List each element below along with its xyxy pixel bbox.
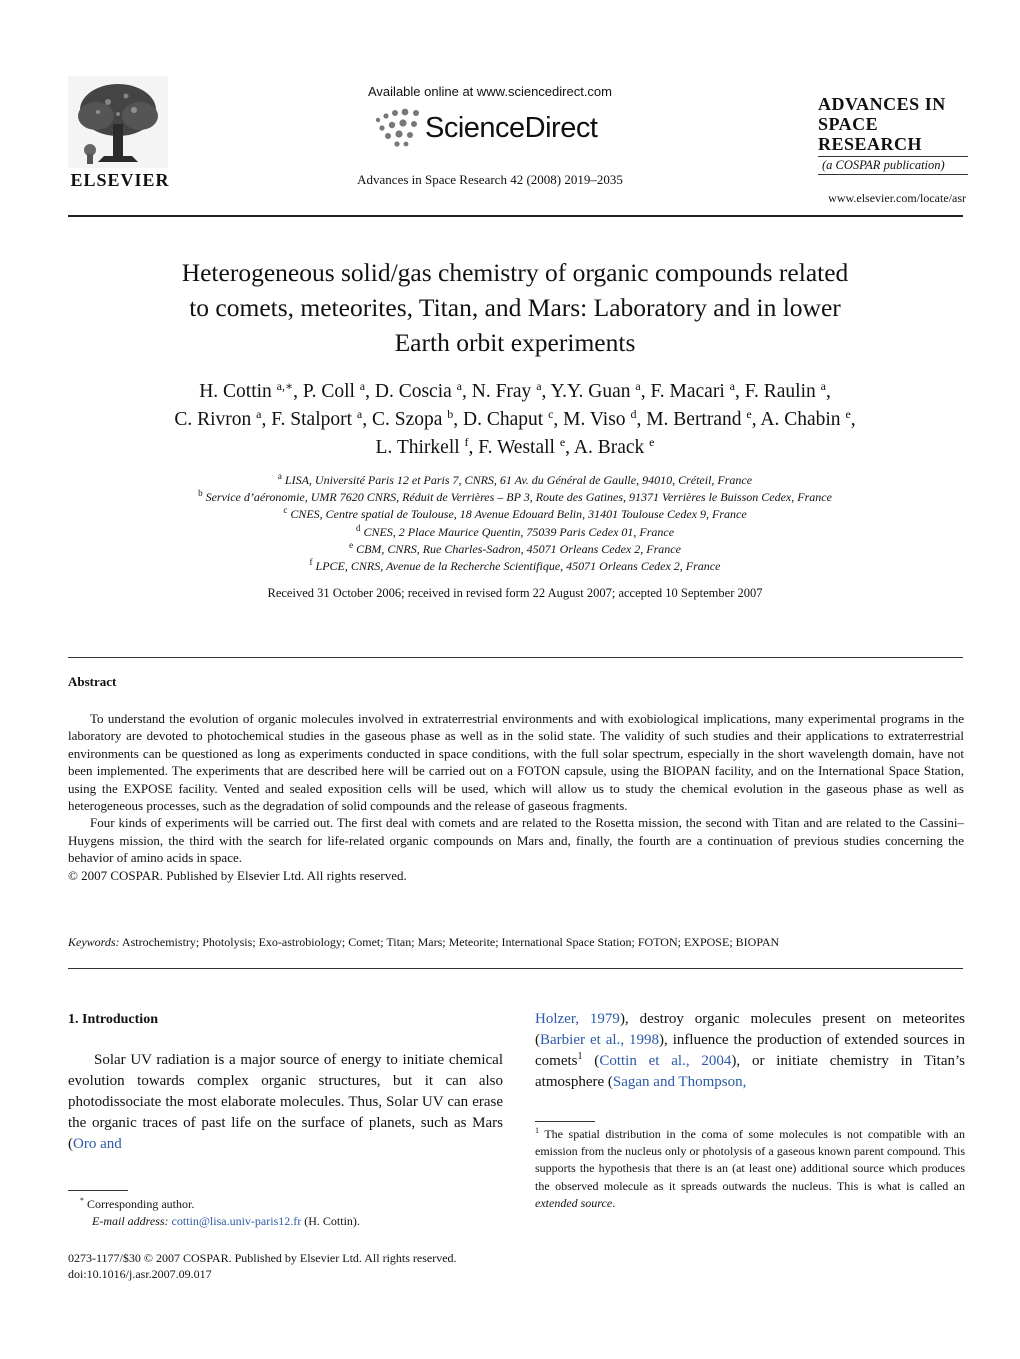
right-column [535,1009,965,1093]
author-affiliation-mark[interactable]: c [548,407,554,421]
author-name: F. Stalport [271,409,353,430]
footnote-divider [535,1121,595,1122]
affiliation-item [60,489,970,506]
affiliation-item [60,472,970,489]
affiliation-text: CBM, CNRS, Rue Charles-Sadron, 45071 Orleans Cedex 2, France [356,541,681,556]
affiliation-mark: c [283,505,288,516]
author-affiliation-mark[interactable]: a [536,379,542,393]
author-affiliation-mark[interactable]: b [447,407,454,421]
author-name: H. Cottin [199,381,272,402]
affiliation-mark: e [349,539,354,550]
footnote-ref[interactable]: 1 [577,1051,583,1062]
affiliation-mark: a [277,471,282,481]
author-affiliation-mark[interactable]: f [464,435,469,449]
body-text: ), or initiate chemistry in Titan’s atmosphere ( [535,1053,965,1090]
citation-link[interactable]: Cottin et al., 2004 [599,1053,732,1069]
section-divider [68,968,963,969]
body-text: Solar UV radiation is a major source of energy to initiate chemical evolution towards complex organic structures, but it can also photodissociate the most elaborate molecules. Thus, Solar UV can erase the organic traces of past life on the surface of planets, such as Mars ( [68,1052,503,1152]
author-name: F. Westall [478,437,555,458]
citation-link[interactable]: Barbier et al., 1998 [540,1032,660,1048]
author-affiliation-mark[interactable]: e [559,435,566,449]
section-heading: 1. Introduction [68,1012,158,1027]
footnote-end: . [612,1195,616,1210]
author-name: A. Chabin [760,409,841,430]
issn-line: 0273-1177/$30 © 2007 COSPAR. Published by Elsevier Ltd. All rights reserved. [68,1251,457,1265]
body-paragraph [68,1050,503,1155]
affiliation-item [60,558,970,575]
doi-line[interactable]: doi:10.1016/j.asr.2007.09.017 [68,1267,212,1281]
journal-logo-subtitle: (a COSPAR publication) [818,156,968,175]
footnote-italic-term: extended source [535,1195,613,1210]
author-affiliation-mark[interactable]: e [746,407,752,421]
header-divider [68,215,963,217]
abstract-copyright: © 2007 COSPAR. Published by Elsevier Ltd. All rights reserved. [68,867,407,883]
affiliation-mark: f [309,557,313,568]
abstract-paragraph: To understand the evolution of organic molecules involved in extraterrestrial environments and with exobiological implications, many experimental programs in the laboratory are devoted to photochemical studies in the gaseous phase as well as in the solid state. The validity of such studies and their applications to extraterrestrial environments can be questioned as long as experiments conducted in space conditions, with the full solar spectrum, especially in the short wavelength domain, have not been implemented. The experiments that are described here will be carried out on a FOTON capsule, using the BIOPAN facility, and on the International Space Station, using the EXPOSE facility. Vented and sealed exposition cells will be used, which will allow us to study the chemical evolution in the gaseous phase as well as heterogeneous processes, such as the degradation of solid compounds and the release of gaseous fragments. [68,711,964,814]
author-name: Y.Y. Guan [550,381,631,402]
author-name: M. Bertrand [646,409,742,430]
author-name: F. Raulin [744,381,816,402]
author-affiliation-mark[interactable]: a [635,379,641,393]
footnote-mark: 1 [535,1126,539,1135]
corresponding-line [68,1196,503,1213]
affiliation-text: LPCE, CNRS, Avenue de la Recherche Scientifique, 45071 Orleans Cedex 2, France [315,559,721,574]
author-name: L. Thirkell [375,437,460,458]
affiliation-item [60,506,970,523]
issn-block [68,1250,668,1282]
author-name: C. Rivron [174,409,252,430]
footnote-divider [68,1190,128,1191]
author-list [60,378,970,462]
author-affiliation-mark[interactable]: a [256,407,262,421]
title-line: to comets, meteorites, Titan, and Mars: Laboratory and in lower [189,293,841,322]
author-name: C. Szopa [371,409,443,430]
affiliation-text: Service d’aéronomie, UMR 7620 CNRS, Réduit de Verrières – BP 3, Route des Gatines, 91371 Verrières le Buisson Cedex, France [205,490,832,505]
body-text: ( [582,1053,600,1069]
citation-link[interactable]: Holzer, 1979 [535,1011,620,1027]
author-affiliation-mark[interactable]: e [845,407,851,421]
affiliation-item [60,524,970,541]
publisher-name: ELSEVIER [70,170,170,190]
title-line: Earth orbit experiments [394,328,636,357]
corresponding-mark: * [80,1196,84,1205]
abstract-heading: Abstract [68,674,117,689]
citation-link[interactable]: Sagan and Thompson, [612,1074,747,1090]
affiliation-mark: b [198,488,203,499]
keywords-label: Keywords: [68,935,120,949]
body-text: ), destroy organic molecules present on meteorites ( [535,1011,965,1048]
journal-url-link[interactable]: www.elsevier.com/locate/asr [828,191,966,205]
keywords-line [68,935,968,950]
left-column [68,1009,503,1155]
email-suffix: (H. Cottin). [304,1214,360,1228]
affiliation-text: CNES, Centre spatial de Toulouse, 18 Avenue Edouard Belin, 31401 Toulouse Cedex 9, France [290,507,747,522]
author-line: H. Cottin $^{a,∗}$, P. Coll $^a$, D. Coscia $^a$, N. Fray $^a$, Y.Y. Guan $^a$, F. Macari $^a$, F. Raulin $^a$, [199,379,831,402]
abstract-body [68,710,964,884]
body-text: ), influence the production of extended sources in comets [535,1032,965,1069]
title-line: Heterogeneous solid/gas chemistry of organic compounds related [181,258,849,287]
email-link[interactable]: cottin@lisa.univ-paris12.fr [171,1214,302,1228]
author-affiliation-mark[interactable]: d [630,407,637,421]
platform-name: ScienceDirect [425,112,598,144]
affiliation-text: LISA, Université Paris 12 et Paris 7, CNRS, 61 Av. du Général de Gaulle, 94010, Créteil, France [284,473,753,487]
author-line: L. Thirkell $^f$, F. Westall $^e$, A. Brack $^e$ [375,435,655,458]
author-name: N. Fray [471,381,532,402]
journal-logo-line: RESEARCH [818,134,923,154]
affiliation-list [60,472,970,575]
author-affiliation-mark[interactable]: a [729,379,735,393]
article-title [60,255,970,360]
author-affiliation-mark[interactable]: a [356,407,363,421]
affiliation-mark: d [355,522,361,533]
author-name: D. Chaput [463,409,544,430]
author-affiliation-mark[interactable]: a [359,379,366,393]
corresponding-author-note [68,1196,503,1230]
author-name: D. Coscia [374,381,452,402]
abstract-paragraph: Four kinds of experiments will be carried out. The first deal with comets and are related to the Rosetta mission, the second with Titan and are related to the Cassini–Huygens mission, the third with the search for life-related organic compounds on Mars and, finally, the fourth are a continuation of previous studies concerning the behavior of amino acids in space. [68,815,964,866]
citation-link[interactable]: Oro and [73,1136,122,1152]
keywords-text: Astrochemistry; Photolysis; Exo-astrobiology; Comet; Titan; Mars; Meteorite; International Space Station; FOTON; EXPOSE; BIOPAN [121,935,780,949]
affiliation-text: CNES, 2 Place Maurice Quentin, 75039 Paris Cedex 01, France [363,524,675,539]
author-affiliation-mark[interactable]: a [456,379,462,393]
corresponding-label: Corresponding author. [87,1197,195,1211]
author-affiliation-mark[interactable]: a,∗ [276,379,294,393]
journal-logo-line: SPACE [818,114,879,134]
available-online-line[interactable]: Available online at www.sciencedirect.com [368,84,612,99]
journal-logo-line: ADVANCES IN [818,94,946,114]
footnote-text: The spatial distribution in the coma of some molecules is not compatible with an emission from the nucleus only or photolysis of a gaseous known parent compound. This supports the hypothesis that there is an (at least one) additional source which produces the observed molecule as it spreads outwards the nucleus. This is what is called an [535,1127,965,1193]
author-affiliation-mark[interactable]: a [820,379,826,393]
footnote [535,1126,965,1212]
journal-citation: Advances in Space Research 42 (2008) 2019–2035 [357,172,623,187]
author-name: F. Macari [650,381,725,402]
author-name: M. Viso [563,409,626,430]
email-label: E-mail address: [92,1214,169,1228]
journal-logo [818,94,968,175]
email-line [68,1213,503,1230]
author-line: C. Rivron $^a$, F. Stalport $^a$, C. Szopa $^b$, D. Chaput $^c$, M. Viso $^d$, M. Bertrand $^e$, A. Chabin $^e$, [174,407,856,430]
author-name: P. Coll [302,381,355,402]
author-affiliation-mark[interactable]: e [649,435,655,449]
affiliation-item [60,541,970,558]
received-dates: Received 31 October 2006; received in revised form 22 August 2007; accepted 10 September 2007 [267,586,763,600]
section-divider [68,657,963,658]
author-name: A. Brack [573,437,645,458]
